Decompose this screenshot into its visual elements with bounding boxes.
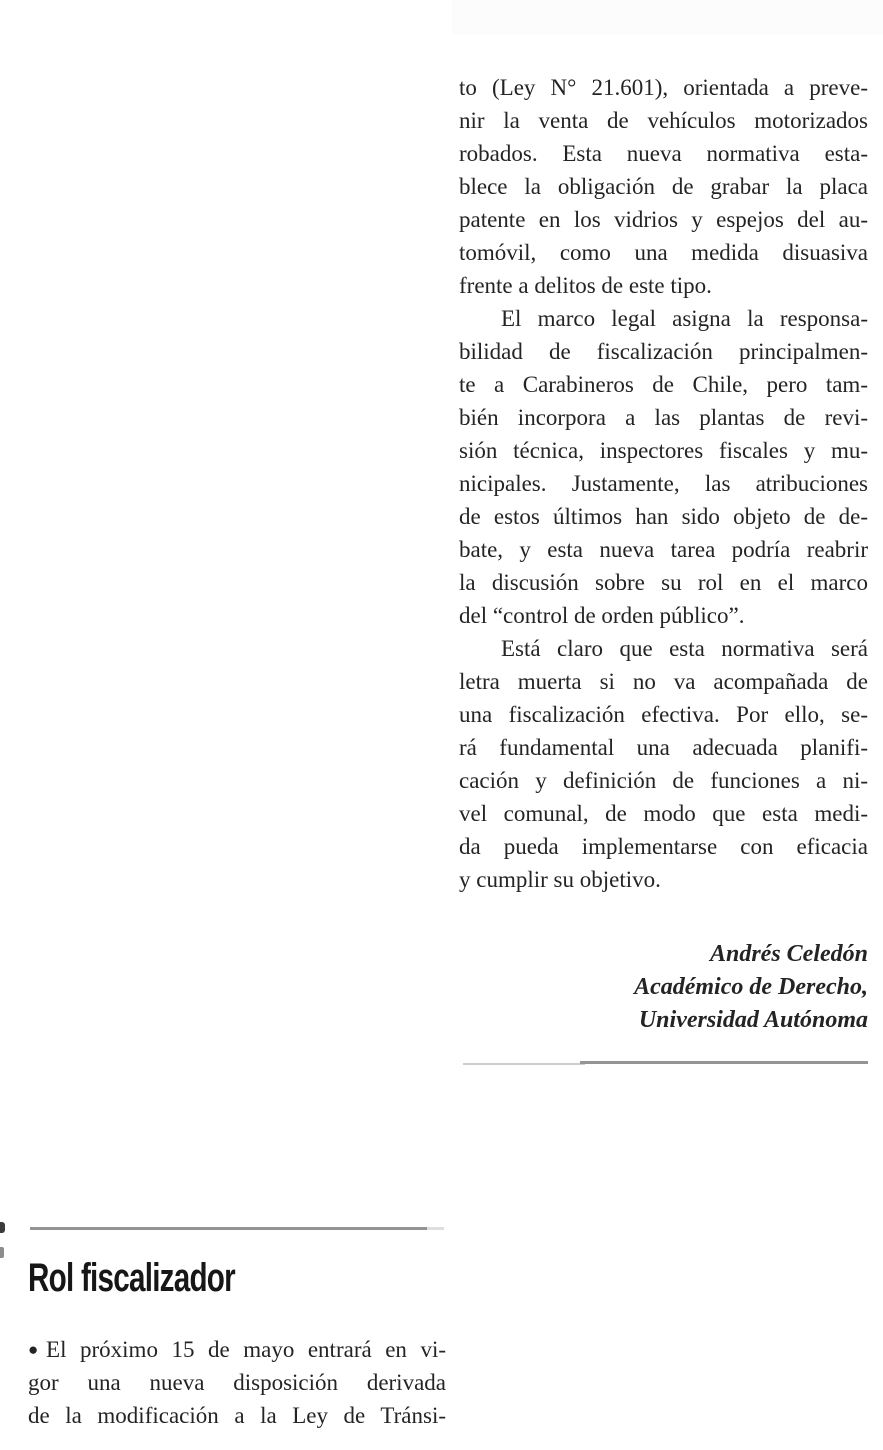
paragraph xyxy=(459,71,868,302)
text-line: del “control de orden público”. xyxy=(459,603,745,628)
text-line: rá fundamental una adecuada planifi- xyxy=(459,735,868,760)
column-divider xyxy=(463,1063,585,1065)
text-line: bate, y esta nueva tarea podría reabrir xyxy=(459,537,868,562)
text-line: tomóvil, como una medida disuasiva xyxy=(459,240,868,265)
byline xyxy=(459,938,868,1037)
paragraph xyxy=(459,632,868,896)
text-line: El marco legal asigna la responsa- xyxy=(501,306,868,331)
text-line: letra muerta si no va acompañada de xyxy=(459,669,868,694)
text-line: de estos últimos han sido objeto de de- xyxy=(459,504,868,529)
section-paragraph xyxy=(28,1333,446,1432)
section-heading: Rol fiscalizador xyxy=(28,1256,235,1300)
byline-role: Académico de Derecho, xyxy=(634,974,868,1000)
text-line: nicipales. Justamente, las atribuciones xyxy=(459,471,868,496)
text-line: y cumplir su objetivo. xyxy=(459,867,661,892)
text-line: patente en los vidrios y espejos del au- xyxy=(459,207,868,232)
text-line: gor una nueva disposición derivada xyxy=(28,1370,446,1395)
text-line: una fiscalización efectiva. Por ello, se- xyxy=(459,702,868,727)
text-line: vel comunal, de modo que esta medi- xyxy=(459,801,868,826)
scan-artifact xyxy=(0,1247,4,1258)
column-divider xyxy=(580,1061,868,1064)
text-line: cación y definición de funciones a ni- xyxy=(459,768,868,793)
text-line: nir la venta de vehículos motorizados xyxy=(459,108,868,133)
text-line: to (Ley N° 21.601), orientada a preve- xyxy=(459,75,868,100)
text-line: frente a delitos de este tipo. xyxy=(459,273,712,298)
text-line: robados. Esta nueva normativa esta- xyxy=(459,141,868,166)
text-line: sión técnica, inspectores fiscales y mu- xyxy=(459,438,868,463)
scan-artifact xyxy=(452,0,883,34)
text-line: ●El próximo 15 de mayo entrará en vi- xyxy=(28,1337,446,1362)
scan-artifact xyxy=(0,1222,5,1233)
text-line: de la modificación a la Ley de Tránsi- xyxy=(28,1403,446,1428)
byline-org: Universidad Autónoma xyxy=(638,1007,868,1033)
section-divider xyxy=(427,1227,444,1230)
article-column xyxy=(459,71,868,896)
bullet-icon: ● xyxy=(28,1340,47,1359)
text-line: te a Carabineros de Chile, pero tam- xyxy=(459,372,868,397)
text-line: bilidad de fiscalización principalmen- xyxy=(459,339,868,364)
text-line: la discusión sobre su rol en el marco xyxy=(459,570,868,595)
text-line: Está claro que esta normativa será xyxy=(501,636,868,661)
text-line: da pueda implementarse con eficacia xyxy=(459,834,868,859)
text-line: bién incorpora a las plantas de revi- xyxy=(459,405,868,430)
paragraph xyxy=(459,302,868,632)
section-divider xyxy=(30,1227,427,1230)
text-line: blece la obligación de grabar la placa xyxy=(459,174,868,199)
byline-name: Andrés Celedón xyxy=(709,941,868,967)
